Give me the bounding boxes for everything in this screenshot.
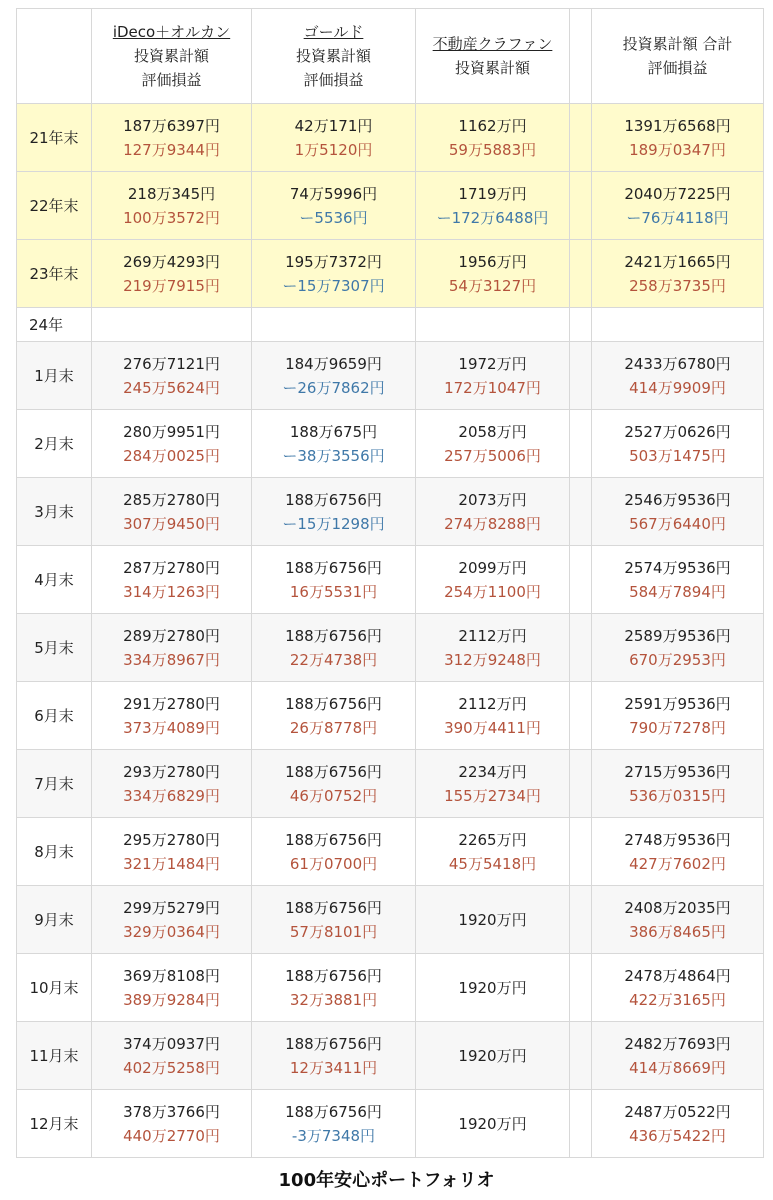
cell-c1 <box>92 614 252 682</box>
invested-amount: 2058万円 <box>458 422 527 441</box>
cell-c3 <box>416 1022 570 1090</box>
gain-loss: 414万8669円 <box>629 1058 726 1077</box>
cell-c5 <box>592 478 764 546</box>
cell-c5 <box>592 342 764 410</box>
gain-loss: 155万2734円 <box>444 786 541 805</box>
invested-amount: 2589万9536円 <box>624 626 731 645</box>
invested-amount: 2574万9536円 <box>624 558 731 577</box>
gain-loss: ー15万1298円 <box>282 514 385 533</box>
invested-amount: 188万6756円 <box>285 1102 382 1121</box>
gain-loss: 22万4738円 <box>289 650 378 669</box>
cell-c3 <box>416 240 570 308</box>
invested-amount: 378万3766円 <box>123 1102 220 1121</box>
cell-c5 <box>592 818 764 886</box>
invested-amount: 188万6756円 <box>285 490 382 509</box>
cell-c3 <box>416 172 570 240</box>
row-label: 2月末 <box>17 410 92 478</box>
table-row <box>17 240 764 308</box>
cell-c3 <box>416 886 570 954</box>
table-row <box>17 1022 764 1090</box>
invested-amount: 1920万円 <box>458 978 527 997</box>
spacer-cell <box>570 342 592 410</box>
row-label: 10月末 <box>17 954 92 1022</box>
table-row <box>17 818 764 886</box>
table-row <box>17 410 764 478</box>
cell-c1 <box>92 240 252 308</box>
gain-loss: 32万3881円 <box>289 990 378 1009</box>
gain-loss: 584万7894円 <box>629 582 726 601</box>
header-gold <box>252 9 416 104</box>
cell-c2 <box>252 410 416 478</box>
row-label: 4月末 <box>17 546 92 614</box>
invested-amount: 195万7372円 <box>285 252 382 271</box>
invested-amount: 188万6756円 <box>285 1034 382 1053</box>
cell-c1 <box>92 104 252 172</box>
invested-amount: 299万5279円 <box>123 898 220 917</box>
invested-amount: 2040万7225円 <box>624 184 731 203</box>
cell-c2 <box>252 1022 416 1090</box>
header-crowdfunding-title: 不動産クラファン <box>432 35 553 53</box>
invested-amount: 2421万1665円 <box>624 252 731 271</box>
table-row <box>17 104 764 172</box>
cell-c1 <box>92 750 252 818</box>
gain-loss: 414万9909円 <box>629 378 726 397</box>
cell-c3 <box>416 682 570 750</box>
cell-c5 <box>592 546 764 614</box>
gain-loss: 390万4411円 <box>444 718 541 737</box>
cell-c3 <box>416 614 570 682</box>
invested-amount: 2482万7693円 <box>624 1034 731 1053</box>
gain-loss: 440万2770円 <box>123 1126 220 1145</box>
caption: 100年安心ポートフォリオ <box>278 1170 495 1191</box>
spacer-cell <box>570 886 592 954</box>
gain-loss: 59万5883円 <box>448 140 537 159</box>
cell-c5 <box>592 954 764 1022</box>
invested-amount: 188万6756円 <box>285 558 382 577</box>
cell-c3 <box>416 818 570 886</box>
cell-c2 <box>252 478 416 546</box>
cell-c1 <box>92 478 252 546</box>
header-spacer <box>570 9 592 104</box>
gain-loss: 245万5624円 <box>123 378 220 397</box>
empty-cell <box>416 308 570 342</box>
cell-c1 <box>92 342 252 410</box>
cell-c5 <box>592 240 764 308</box>
cell-c3 <box>416 478 570 546</box>
invested-amount: 291万2780円 <box>123 694 220 713</box>
cell-c3 <box>416 954 570 1022</box>
gain-loss: 284万0025円 <box>123 446 220 465</box>
invested-amount: 2715万9536円 <box>624 762 731 781</box>
invested-amount: 74万5996円 <box>289 184 378 203</box>
invested-amount: 188万6756円 <box>285 898 382 917</box>
table-row <box>17 750 764 818</box>
invested-amount: 369万8108円 <box>123 966 220 985</box>
row-label: 6月末 <box>17 682 92 750</box>
cell-c1 <box>92 682 252 750</box>
gain-loss: 189万0347円 <box>629 140 726 159</box>
table-row <box>17 342 764 410</box>
cell-c3 <box>416 410 570 478</box>
table-row <box>17 886 764 954</box>
cell-c5 <box>592 1090 764 1158</box>
invested-amount: 187万6397円 <box>123 116 220 135</box>
gain-loss: 12万3411円 <box>289 1058 378 1077</box>
gain-loss: 389万9284円 <box>123 990 220 1009</box>
invested-amount: 293万2780円 <box>123 762 220 781</box>
cell-c2 <box>252 682 416 750</box>
row-label: 21年末 <box>17 104 92 172</box>
gain-loss: 16万5531円 <box>289 582 378 601</box>
table-row <box>17 954 764 1022</box>
invested-amount: 287万2780円 <box>123 558 220 577</box>
spacer-cell <box>570 818 592 886</box>
cell-c2 <box>252 614 416 682</box>
invested-amount: 1972万円 <box>458 354 527 373</box>
invested-amount: 1391万6568円 <box>624 116 731 135</box>
table-row <box>17 546 764 614</box>
invested-amount: 2099万円 <box>458 558 527 577</box>
cell-c5 <box>592 1022 764 1090</box>
cell-c2 <box>252 886 416 954</box>
invested-amount: 42万171円 <box>294 116 373 135</box>
gain-loss: 219万7915円 <box>123 276 220 295</box>
invested-amount: 2748万9536円 <box>624 830 731 849</box>
gain-loss: 257万5006円 <box>444 446 541 465</box>
cell-c2 <box>252 240 416 308</box>
spacer-cell <box>570 240 592 308</box>
cell-c3 <box>416 750 570 818</box>
table-row <box>17 614 764 682</box>
gain-loss: 254万1100円 <box>444 582 541 601</box>
invested-amount: 2112万円 <box>458 626 527 645</box>
gain-loss: 670万2953円 <box>629 650 726 669</box>
empty-cell <box>92 308 252 342</box>
table-row <box>17 172 764 240</box>
gain-loss: 436万5422円 <box>629 1126 726 1145</box>
invested-amount: 280万9951円 <box>123 422 220 441</box>
invested-amount: 2487万0522円 <box>624 1102 731 1121</box>
gain-loss: 46万0752円 <box>289 786 378 805</box>
invested-amount: 188万6756円 <box>285 762 382 781</box>
gain-loss: 26万8778円 <box>289 718 378 737</box>
invested-amount: 2234万円 <box>458 762 527 781</box>
gain-loss: 329万0364円 <box>123 922 220 941</box>
gain-loss: 334万8967円 <box>123 650 220 669</box>
header-total <box>592 9 764 104</box>
cell-c1 <box>92 818 252 886</box>
gain-loss: 57万8101円 <box>289 922 378 941</box>
cell-c5 <box>592 614 764 682</box>
cell-c1 <box>92 886 252 954</box>
gain-loss: ー172万6488円 <box>436 208 549 227</box>
table-row <box>17 682 764 750</box>
spacer-cell <box>570 750 592 818</box>
gain-loss: 100万3572円 <box>123 208 220 227</box>
invested-amount: 289万2780円 <box>123 626 220 645</box>
gain-loss: 45万5418円 <box>448 854 537 873</box>
cell-c2 <box>252 1090 416 1158</box>
header-total-sub1: 投資累計額 合計 <box>622 35 733 53</box>
header-corner <box>17 9 92 104</box>
row-label: 7月末 <box>17 750 92 818</box>
spacer-cell <box>570 410 592 478</box>
header-crowdfunding <box>416 9 570 104</box>
invested-amount: 285万2780円 <box>123 490 220 509</box>
spacer-cell <box>570 1022 592 1090</box>
cell-c1 <box>92 546 252 614</box>
gain-loss: 312万9248円 <box>444 650 541 669</box>
gain-loss: 422万3165円 <box>629 990 726 1009</box>
header-gold-title: ゴールド <box>303 23 364 41</box>
gain-loss: 127万9344円 <box>123 140 220 159</box>
gain-loss: 274万8288円 <box>444 514 541 533</box>
invested-amount: 2265万円 <box>458 830 527 849</box>
header-ideco <box>92 9 252 104</box>
header-ideco-sub2: 評価損益 <box>141 71 202 89</box>
header-gold-sub2: 評価損益 <box>303 71 364 89</box>
invested-amount: 2112万円 <box>458 694 527 713</box>
table-row <box>17 1090 764 1158</box>
invested-amount: 1920万円 <box>458 1046 527 1065</box>
gain-loss: ー15万7307円 <box>282 276 385 295</box>
cell-c5 <box>592 682 764 750</box>
cell-c3 <box>416 104 570 172</box>
header-total-sub2: 評価損益 <box>647 59 708 77</box>
invested-amount: 1162万円 <box>458 116 527 135</box>
year-row <box>17 308 764 342</box>
gain-loss: 386万8465円 <box>629 922 726 941</box>
invested-amount: 188万6756円 <box>285 830 382 849</box>
invested-amount: 1719万円 <box>458 184 527 203</box>
cell-c1 <box>92 172 252 240</box>
invested-amount: 2433万6780円 <box>624 354 731 373</box>
gain-loss: 402万5258円 <box>123 1058 220 1077</box>
gain-loss: -3万7348円 <box>291 1126 376 1145</box>
gain-loss: 503万1475円 <box>629 446 726 465</box>
gain-loss: 334万6829円 <box>123 786 220 805</box>
gain-loss: ー5536円 <box>299 208 368 227</box>
header-gold-sub1: 投資累計額 <box>295 47 371 65</box>
invested-amount: 2546万9536円 <box>624 490 731 509</box>
empty-cell <box>592 308 764 342</box>
invested-amount: 188万6756円 <box>285 626 382 645</box>
row-label: 23年末 <box>17 240 92 308</box>
cell-c2 <box>252 546 416 614</box>
gain-loss: ー38万3556円 <box>282 446 385 465</box>
invested-amount: 188万6756円 <box>285 966 382 985</box>
spacer-cell <box>570 546 592 614</box>
cell-c1 <box>92 954 252 1022</box>
gain-loss: 54万3127円 <box>448 276 537 295</box>
spacer-cell <box>570 614 592 682</box>
spacer-cell <box>570 1090 592 1158</box>
spacer-cell <box>570 478 592 546</box>
spacer-cell <box>570 682 592 750</box>
spacer-cell <box>570 104 592 172</box>
empty-cell <box>570 308 592 342</box>
row-label: 1月末 <box>17 342 92 410</box>
cell-c2 <box>252 954 416 1022</box>
cell-c3 <box>416 546 570 614</box>
cell-c1 <box>92 1022 252 1090</box>
invested-amount: 2527万0626円 <box>624 422 731 441</box>
invested-amount: 2591万9536円 <box>624 694 731 713</box>
gain-loss: ー26万7862円 <box>282 378 385 397</box>
invested-amount: 374万0937円 <box>123 1034 220 1053</box>
table-row <box>17 478 764 546</box>
gain-loss: 567万6440円 <box>629 514 726 533</box>
invested-amount: 276万7121円 <box>123 354 220 373</box>
empty-cell <box>252 308 416 342</box>
gain-loss: 314万1263円 <box>123 582 220 601</box>
cell-c2 <box>252 818 416 886</box>
invested-amount: 188万6756円 <box>285 694 382 713</box>
gain-loss: 321万1484円 <box>123 854 220 873</box>
spacer-cell <box>570 954 592 1022</box>
cell-c3 <box>416 1090 570 1158</box>
invested-amount: 1920万円 <box>458 910 527 929</box>
row-label: 12月末 <box>17 1090 92 1158</box>
invested-amount: 188万675円 <box>289 422 378 441</box>
cell-c5 <box>592 104 764 172</box>
invested-amount: 1920万円 <box>458 1114 527 1133</box>
invested-amount: 2073万円 <box>458 490 527 509</box>
cell-c2 <box>252 342 416 410</box>
cell-c5 <box>592 886 764 954</box>
header-ideco-sub1: 投資累計額 <box>133 47 209 65</box>
cell-c5 <box>592 172 764 240</box>
gain-loss: 790万7278円 <box>629 718 726 737</box>
gain-loss: 61万0700円 <box>289 854 378 873</box>
invested-amount: 295万2780円 <box>123 830 220 849</box>
invested-amount: 2478万4864円 <box>624 966 731 985</box>
header-row <box>17 9 764 104</box>
row-label: 22年末 <box>17 172 92 240</box>
gain-loss: 427万7602円 <box>629 854 726 873</box>
header-ideco-title: iDeco＋オルカン <box>112 23 231 41</box>
gain-loss: ー76万4118円 <box>626 208 729 227</box>
row-label: 8月末 <box>17 818 92 886</box>
invested-amount: 218万345円 <box>127 184 216 203</box>
cell-c2 <box>252 172 416 240</box>
row-label: 9月末 <box>17 886 92 954</box>
gain-loss: 1万5120円 <box>294 140 373 159</box>
cell-c1 <box>92 410 252 478</box>
gain-loss: 172万1047円 <box>444 378 541 397</box>
header-crowdfunding-sub1: 投資累計額 <box>454 59 530 77</box>
invested-amount: 2408万2035円 <box>624 898 731 917</box>
invested-amount: 1956万円 <box>458 252 527 271</box>
table-body <box>17 104 764 1158</box>
invested-amount: 269万4293円 <box>123 252 220 271</box>
invested-amount: 184万9659円 <box>285 354 382 373</box>
cell-c5 <box>592 410 764 478</box>
year-label: 24年 <box>17 308 92 342</box>
gain-loss: 373万4089円 <box>123 718 220 737</box>
spacer-cell <box>570 172 592 240</box>
row-label: 5月末 <box>17 614 92 682</box>
gain-loss: 307万9450円 <box>123 514 220 533</box>
cell-c5 <box>592 750 764 818</box>
cell-c2 <box>252 104 416 172</box>
row-label: 11月末 <box>17 1022 92 1090</box>
row-label: 3月末 <box>17 478 92 546</box>
portfolio-table <box>16 8 764 1158</box>
cell-c3 <box>416 342 570 410</box>
cell-c2 <box>252 750 416 818</box>
gain-loss: 258万3735円 <box>629 276 726 295</box>
gain-loss: 536万0315円 <box>629 786 726 805</box>
cell-c1 <box>92 1090 252 1158</box>
